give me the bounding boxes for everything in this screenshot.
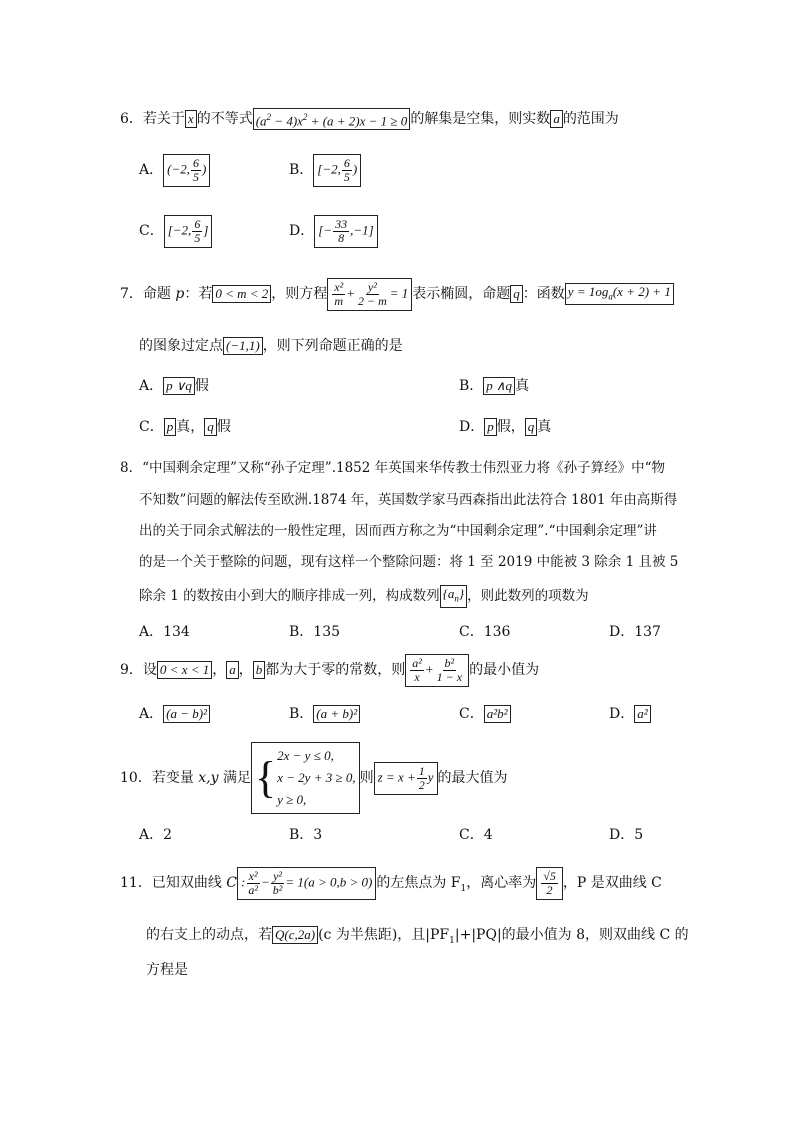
question-7-stem: 7．命题 p：若 0 < m < 2 ，则方程 $\frac{\text{x²}}{m}$ + $\frac{\text{y²}}{2 - m}$ = 1 表示椭圆，命题 q ：函数 $y = 1og_a(x + 2) + 1$ [120, 274, 674, 314]
math-interval: (−2, $\frac{6}{5}$ ) [163, 154, 210, 187]
math-expression: $\frac{\text{a²}}{x}$ + $\frac{\text{b²}}{1 - x}$ [405, 654, 469, 687]
math-constraint-system: { 2x − y ≤ 0, x − 2y + 3 ≥ 0, y ≥ 0, [251, 742, 360, 814]
q9-option-d[interactable]: D． a² [609, 704, 651, 724]
question-10-stem: 10．若变量 x,y 满足 { 2x − y ≤ 0, x − 2y + 3 ≥ 0, y ≥ 0, 则 z = x + $\frac{1}{2}$ y 的最大值为 [120, 740, 508, 816]
math-objective: z = x + $\frac{1}{2}$ y [374, 762, 438, 795]
q8-option-a[interactable]: A．134 [139, 624, 190, 640]
q8-option-b[interactable]: B．135 [289, 624, 341, 640]
q10-option-a[interactable]: A．2 [139, 827, 173, 843]
q6-option-c[interactable]: C． [−2, $\frac{6}{5}$ ] [139, 211, 212, 251]
q7-option-c[interactable]: C． p 真， q 假 [139, 419, 231, 435]
q8-option-c[interactable]: C．136 [459, 624, 511, 640]
q7-option-d[interactable]: D． p 假， q 真 [459, 419, 552, 435]
question-8-line-3: 出的关于同余式解法的一般性定理，因而西方称之为“中国剩余定理”.“中国剩余定理”讲 [139, 523, 657, 539]
math-var-x: x [185, 110, 197, 128]
question-8-line-5: 除余 1 的数按由小到大的顺序排成一列，构成数列 $\{a_n\}$ ，则此数列的项数为 [139, 585, 589, 608]
question-11-line-2: 的右支上的动点，若 Q(c,2a) (c 为半焦距)，且$|PF_1|+|PQ|$的最小值为 8，则双曲线 C 的 [146, 927, 689, 946]
q6-option-b[interactable]: B． [−2, $\frac{6}{5}$ ) [289, 150, 361, 190]
q10-option-d[interactable]: D．5 [609, 827, 644, 843]
math-var-a: a [550, 110, 563, 128]
q8-option-d[interactable]: D．137 [609, 624, 661, 640]
math-interval: [−2, $\frac{6}{5}$ ) [313, 154, 361, 187]
q6-option-a[interactable]: A． (−2, $\frac{6}{5}$ ) [139, 150, 210, 190]
math-hyperbola-equation: : $\frac{\text{x²}}{\text{a²}}$ − $\frac{\text{y²}}{\text{b²}}$ = 1(a > 0,b > 0) [237, 867, 376, 900]
q9-option-b[interactable]: B． (a + b)² [289, 704, 360, 724]
math-log-function: $y = 1og_a(x + 2) + 1$ [565, 283, 674, 306]
math-var-q: q [510, 285, 523, 303]
math-ellipse-equation: $\frac{\text{x²}}{m}$ + $\frac{\text{y²}}{2 - m}$ = 1 [327, 278, 412, 311]
q10-option-c[interactable]: C．4 [459, 827, 493, 843]
q10-option-b[interactable]: B．3 [289, 827, 323, 843]
question-8-line-2: 不知数”问题的解法传至欧洲.1874 年，英国数学家马西森指出此法符合 1801 年由高斯得 [139, 492, 678, 508]
q6-option-d[interactable]: D． [− $\frac{33}{8}$ ,−1] [289, 211, 378, 251]
math-condition: 0 < m < 2 [212, 285, 271, 303]
math-eccentricity: $\frac{√5}{2}$ [536, 867, 563, 900]
math-interval: [− $\frac{33}{8}$ ,−1] [314, 215, 377, 248]
question-11-line-3: 方程是 [146, 962, 188, 978]
q9-option-c[interactable]: C． a²b² [459, 704, 511, 724]
q7-option-a[interactable]: A． p ∨q 假 [139, 378, 209, 394]
q9-option-a[interactable]: A． (a − b)² [139, 704, 210, 724]
question-7-line-2: 的图象过定点 (−1,1) ，则下列命题正确的是 [139, 338, 403, 354]
question-number: 6． [120, 111, 143, 128]
math-point-q: Q(c,2a) [272, 926, 318, 944]
question-6-stem: 6．若关于 x 的不等式 $(a^2 - 4)x^2 + (a + 2)x - 1 \ge 0$ 的解集是空集，则实数 a 的范围为 [120, 108, 619, 130]
question-8-line-4: 的是一个关于整除的问题，现有这样一个整除问题：将 1 至 2019 中能被 3 除余 1 且被 5 [139, 554, 679, 570]
question-8-line-1: 8．“中国剩余定理”又称“孙子定理”.1852 年英国来华传教士伟烈亚力将《孙子算经》中“物 [120, 460, 666, 476]
math-point: (−1,1) [223, 337, 263, 355]
question-9-stem: 9．设 0 < x < 1 ， a ， b 都为大于零的常数，则 $\frac{\text{a²}}{x}$ + $\frac{\text{b²}}{1 - x}$ 的最小值为 [120, 650, 539, 690]
q7-option-b[interactable]: B． p ∧q 真 [459, 378, 530, 394]
math-interval: [−2, $\frac{6}{5}$ ] [164, 215, 213, 248]
math-sequence: $\{a_n\}$ [440, 585, 467, 608]
question-11-stem: 11．已知双曲线 C : $\frac{\text{x²}}{\text{a²}}$ − $\frac{\text{y²}}{\text{b²}}$ = 1(a > 0,b > 0) 的左焦点为 $F_1$，离心率为 $\frac{√5}{2}$ ，P 是双曲线 C [120, 860, 662, 912]
math-inequality: $(a^2 - 4)x^2 + (a + 2)x - 1 \ge 0$ [253, 108, 411, 130]
